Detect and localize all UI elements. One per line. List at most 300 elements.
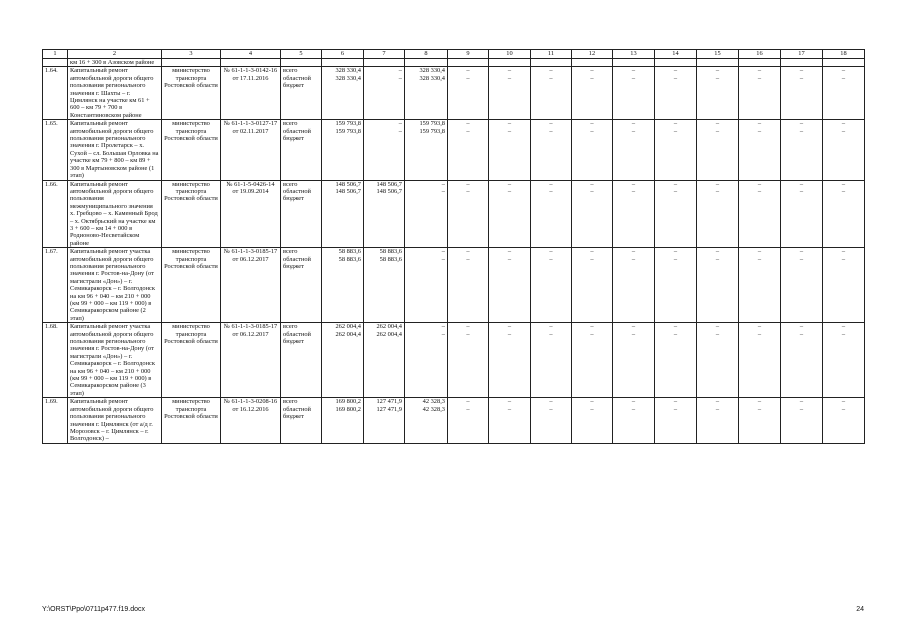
table-row (43, 67, 865, 120)
year-cost-8-value: 159 793,8 (419, 120, 445, 128)
year-cost-7-value: 58 883,6 (379, 255, 402, 263)
year-cost-18-value: – (841, 74, 846, 82)
expertise-doc: № 61-1-5-0426-14 от 19.09.2014 (221, 180, 281, 248)
column-number: 11 (531, 50, 572, 59)
year-cost-12 (572, 323, 613, 398)
year-cost-18 (823, 248, 865, 323)
object-name: Капитальный ремонт автомобильной дороги общего пользования регионального значения г. Шахты – г. Цимлянск на участке км 61 + 600 – км 79 + 700 в Константиновском районе (68, 67, 162, 120)
year-cost-8-value: – (441, 255, 445, 263)
year-cost-12-value: – (590, 398, 594, 406)
year-cost-7-value: – (398, 74, 402, 82)
column-number: 7 (364, 50, 405, 59)
responsible-org: министерство транспорта Ростовской области (162, 180, 221, 248)
column-number: 4 (221, 50, 281, 59)
total-cost-value: 159 793,8 (335, 127, 361, 135)
funding-source (281, 323, 322, 398)
year-cost-12-value: – (590, 120, 594, 128)
year-cost-12-value: – (590, 248, 594, 256)
year-cost-9-value: – (466, 74, 470, 82)
funding-source-value: областной бюджет (283, 74, 311, 90)
year-cost-9 (448, 398, 489, 443)
year-cost-13 (613, 398, 655, 443)
year-cost-9 (448, 180, 489, 248)
year-cost-12-value: – (590, 323, 594, 331)
year-cost-12 (572, 180, 613, 248)
year-cost-14-value: – (673, 187, 678, 195)
year-cost-15 (697, 67, 739, 120)
year-cost-16 (739, 248, 781, 323)
funding-source-value: всего (283, 398, 298, 406)
column-number: 1 (43, 50, 68, 59)
year-cost-14-value: – (673, 323, 678, 331)
table-row (43, 180, 865, 248)
total-cost-value: 328 330,4 (335, 67, 361, 75)
year-cost-10 (489, 67, 531, 120)
year-cost-14-value: – (673, 398, 678, 406)
year-cost-18-value: – (841, 323, 846, 331)
year-cost-7-value: 262 004,4 (376, 330, 402, 338)
year-cost-9-value: – (466, 180, 470, 188)
funding-source (281, 120, 322, 180)
total-cost-value: 58 883,6 (338, 255, 361, 263)
year-cost-10-value: – (507, 405, 512, 413)
year-cost-15-value: – (715, 187, 720, 195)
year-cost-14-value: – (673, 127, 678, 135)
object-name: Капитальный ремонт автомобильной дороги общего пользования регионального значения г. Пролетарск – х. Сухой – сл. Большая Орловка на участке км 79 + 800 – км 89 + 300 в Мартыновском районе (1 этап) (68, 120, 162, 180)
year-cost-11-value: – (549, 127, 553, 135)
column-number: 12 (572, 50, 613, 59)
year-cost-13 (613, 248, 655, 323)
footer-file-path: Y:\ORST\Ppo\0711p477.f19.docx (42, 606, 145, 613)
year-cost-17 (781, 398, 823, 443)
year-cost-14 (655, 180, 697, 248)
column-number: 18 (823, 50, 865, 59)
year-cost-13-value: – (631, 248, 636, 256)
total-cost-value: 169 800,2 (335, 398, 361, 406)
year-cost-13-value: – (631, 127, 636, 135)
year-cost-16-value: – (757, 248, 762, 256)
expertise-doc: № 61-1-1-3-0208-16 от 16.12.2016 (221, 398, 281, 443)
total-cost (322, 398, 364, 443)
year-cost-9-value: – (466, 187, 470, 195)
funding-source-value: всего (283, 67, 298, 75)
year-cost-17-value: – (799, 398, 804, 406)
year-cost-13-value: – (631, 398, 636, 406)
year-cost-16 (739, 180, 781, 248)
year-cost-13-value: – (631, 67, 636, 75)
year-cost-9 (448, 248, 489, 323)
year-cost-8 (405, 120, 448, 180)
year-cost-10 (489, 323, 531, 398)
year-cost-8-value: 328 330,4 (419, 67, 445, 75)
year-cost-18-value: – (841, 180, 846, 188)
funding-source-value: областной бюджет (283, 405, 311, 421)
year-cost-16-value: – (757, 398, 762, 406)
funding-source (281, 248, 322, 323)
year-cost-17-value: – (799, 180, 804, 188)
year-cost-13 (613, 67, 655, 120)
year-cost-14-value: – (673, 180, 678, 188)
year-cost-13-value: – (631, 120, 636, 128)
total-cost-value: 328 330,4 (335, 74, 361, 82)
year-cost-11-value: – (549, 398, 553, 406)
carryover-name: км 16 + 300 в Азовском районе (68, 59, 162, 67)
carryover-row (43, 59, 865, 67)
year-cost-11 (531, 120, 572, 180)
year-cost-16-value: – (757, 330, 762, 338)
year-cost-12 (572, 120, 613, 180)
year-cost-9-value: – (466, 323, 470, 331)
year-cost-10 (489, 248, 531, 323)
year-cost-10-value: – (507, 127, 512, 135)
year-cost-18-value: – (841, 330, 846, 338)
year-cost-7-value: – (398, 67, 402, 75)
row-number: 1.65. (43, 120, 68, 180)
year-cost-10-value: – (507, 398, 512, 406)
row-number: 1.69. (43, 398, 68, 443)
year-cost-13-value: – (631, 187, 636, 195)
year-cost-14 (655, 323, 697, 398)
year-cost-12-value: – (590, 67, 594, 75)
year-cost-8-value: – (441, 330, 445, 338)
year-cost-7-value: 127 471,9 (376, 398, 402, 406)
year-cost-13 (613, 120, 655, 180)
year-cost-15 (697, 248, 739, 323)
year-cost-18 (823, 180, 865, 248)
expertise-doc: № 61-1-1-3-0142-16 от 17.11.2016 (221, 67, 281, 120)
year-cost-13-value: – (631, 405, 636, 413)
year-cost-11 (531, 248, 572, 323)
funding-source (281, 180, 322, 248)
year-cost-15 (697, 180, 739, 248)
year-cost-17-value: – (799, 248, 804, 256)
total-cost (322, 67, 364, 120)
expertise-doc: № 61-1-1-3-0185-17 от 06.12.2017 (221, 248, 281, 323)
year-cost-13-value: – (631, 323, 636, 331)
column-number: 16 (739, 50, 781, 59)
year-cost-15-value: – (715, 248, 720, 256)
year-cost-17-value: – (799, 255, 804, 263)
year-cost-17 (781, 120, 823, 180)
year-cost-16 (739, 398, 781, 443)
year-cost-8-value: 42 328,3 (422, 405, 445, 413)
responsible-org: министерство транспорта Ростовской области (162, 67, 221, 120)
year-cost-17 (781, 323, 823, 398)
funding-source-value: всего (283, 248, 298, 256)
year-cost-10-value: – (507, 67, 512, 75)
year-cost-18-value: – (841, 405, 846, 413)
year-cost-17-value: – (799, 127, 804, 135)
year-cost-18-value: – (841, 255, 846, 263)
total-cost-value: 148 506,7 (335, 180, 361, 188)
year-cost-15-value: – (715, 323, 720, 331)
funding-source (281, 398, 322, 443)
responsible-org: министерство транспорта Ростовской области (162, 398, 221, 443)
funding-source-value: областной бюджет (283, 127, 311, 143)
year-cost-10-value: – (507, 323, 512, 331)
table-row (43, 120, 865, 180)
total-cost-value: 262 004,4 (335, 323, 361, 331)
column-number: 17 (781, 50, 823, 59)
year-cost-17 (781, 248, 823, 323)
total-cost-value: 159 793,8 (335, 120, 361, 128)
footer-page-number: 24 (856, 606, 864, 613)
year-cost-17-value: – (799, 330, 804, 338)
year-cost-14-value: – (673, 405, 678, 413)
year-cost-8 (405, 180, 448, 248)
year-cost-8-value: 159 793,8 (419, 127, 445, 135)
column-number: 10 (489, 50, 531, 59)
year-cost-10-value: – (507, 187, 512, 195)
row-number: 1.64. (43, 67, 68, 120)
year-cost-8 (405, 398, 448, 443)
year-cost-9-value: – (466, 127, 470, 135)
responsible-org: министерство транспорта Ростовской области (162, 248, 221, 323)
year-cost-16-value: – (757, 120, 762, 128)
year-cost-15-value: – (715, 255, 720, 263)
year-cost-16-value: – (757, 187, 762, 195)
table-row (43, 323, 865, 398)
year-cost-11-value: – (549, 180, 553, 188)
year-cost-17-value: – (799, 323, 804, 331)
year-cost-8 (405, 67, 448, 120)
year-cost-7 (364, 180, 405, 248)
year-cost-13-value: – (631, 74, 636, 82)
year-cost-14-value: – (673, 248, 678, 256)
year-cost-7 (364, 120, 405, 180)
year-cost-14 (655, 248, 697, 323)
year-cost-16-value: – (757, 67, 762, 75)
year-cost-11-value: – (549, 255, 553, 263)
column-number: 9 (448, 50, 489, 59)
year-cost-7-value: – (398, 127, 402, 135)
year-cost-14-value: – (673, 330, 678, 338)
year-cost-8-value: – (441, 323, 445, 331)
year-cost-8-value: – (441, 187, 445, 195)
year-cost-18 (823, 120, 865, 180)
total-cost (322, 180, 364, 248)
object-name: Капитальный ремонт автомобильной дороги общего пользования межмуниципального значения х. Гребцово – х. Каменный Брод – х. Октябрьский на участке км 3 + 600 – км 14 + 000 в Родионово-Несветайском районе (68, 180, 162, 248)
year-cost-12-value: – (590, 127, 594, 135)
year-cost-14-value: – (673, 120, 678, 128)
year-cost-18 (823, 323, 865, 398)
total-cost-value: 148 506,7 (335, 187, 361, 195)
year-cost-16 (739, 120, 781, 180)
year-cost-8 (405, 248, 448, 323)
funding-source (281, 67, 322, 120)
year-cost-8-value: 328 330,4 (419, 74, 445, 82)
year-cost-16-value: – (757, 180, 762, 188)
table-body (43, 50, 865, 444)
year-cost-16-value: – (757, 255, 762, 263)
year-cost-15-value: – (715, 330, 720, 338)
year-cost-16 (739, 67, 781, 120)
year-cost-9-value: – (466, 255, 470, 263)
column-number: 8 (405, 50, 448, 59)
funding-source-value: всего (283, 180, 298, 188)
year-cost-17-value: – (799, 120, 804, 128)
year-cost-11-value: – (549, 67, 553, 75)
year-cost-8-value: – (441, 248, 445, 256)
year-cost-8-value: 42 328,3 (422, 398, 445, 406)
year-cost-10-value: – (507, 330, 512, 338)
year-cost-7-value: 148 506,7 (376, 187, 402, 195)
year-cost-12 (572, 398, 613, 443)
year-cost-14-value: – (673, 74, 678, 82)
year-cost-11-value: – (549, 187, 553, 195)
year-cost-12 (572, 248, 613, 323)
year-cost-18-value: – (841, 120, 846, 128)
object-name: Капитальный ремонт участка автомобильной дороги общего пользования регионального значения г. Ростов-на-Дону (от магистрали «Дон») – г. Семикаракорск – г. Волгодонск на км 96 + 040 – км 210 + 000 (км 99 + 000 – км 119 + 000) в Семикаракорском районе (3 этап) (68, 323, 162, 398)
year-cost-15 (697, 120, 739, 180)
year-cost-11 (531, 323, 572, 398)
column-number-row (43, 50, 865, 59)
year-cost-17-value: – (799, 187, 804, 195)
year-cost-7-value: – (398, 120, 402, 128)
year-cost-15-value: – (715, 67, 720, 75)
year-cost-7-value: 127 471,9 (376, 405, 402, 413)
year-cost-11-value: – (549, 330, 553, 338)
year-cost-10-value: – (507, 248, 512, 256)
column-number: 3 (162, 50, 221, 59)
year-cost-14 (655, 398, 697, 443)
year-cost-12-value: – (590, 405, 594, 413)
total-cost-value: 262 004,4 (335, 330, 361, 338)
year-cost-10 (489, 180, 531, 248)
column-number: 15 (697, 50, 739, 59)
year-cost-11-value: – (549, 323, 553, 331)
year-cost-14 (655, 120, 697, 180)
year-cost-18-value: – (841, 127, 846, 135)
year-cost-9-value: – (466, 330, 470, 338)
year-cost-11 (531, 398, 572, 443)
year-cost-15-value: – (715, 398, 720, 406)
year-cost-15-value: – (715, 127, 720, 135)
year-cost-9-value: – (466, 67, 470, 75)
funding-source-value: областной бюджет (283, 255, 311, 270)
year-cost-12-value: – (590, 255, 594, 263)
year-cost-7 (364, 248, 405, 323)
year-cost-8-value: – (441, 180, 445, 188)
budget-table (42, 49, 865, 444)
year-cost-7-value: 148 506,7 (376, 180, 402, 188)
year-cost-11-value: – (549, 120, 553, 128)
year-cost-9-value: – (466, 405, 470, 413)
year-cost-10 (489, 398, 531, 443)
year-cost-18-value: – (841, 187, 846, 195)
year-cost-10-value: – (507, 74, 512, 82)
object-name: Капитальный ремонт участка автомобильной дороги общего пользования регионального значения г. Ростов-на-Дону (от магистрали «Дон») – г. Семикаракорск – г. Волгодонск на км 96 + 040 – км 210 + 000 (км 99 + 000 – км 119 + 000) в Семикаракорском районе (2 этап) (68, 248, 162, 323)
column-number: 6 (322, 50, 364, 59)
year-cost-9 (448, 323, 489, 398)
year-cost-14-value: – (673, 67, 678, 75)
year-cost-10-value: – (507, 255, 512, 263)
column-number: 2 (68, 50, 162, 59)
funding-source-value: всего (283, 120, 298, 128)
year-cost-18-value: – (841, 248, 846, 256)
year-cost-7-value: 58 883,6 (379, 248, 402, 256)
year-cost-9-value: – (466, 398, 470, 406)
year-cost-9 (448, 120, 489, 180)
total-cost (322, 120, 364, 180)
year-cost-13-value: – (631, 255, 636, 263)
year-cost-7 (364, 323, 405, 398)
year-cost-11-value: – (549, 405, 553, 413)
year-cost-13-value: – (631, 180, 636, 188)
year-cost-13 (613, 323, 655, 398)
year-cost-17 (781, 67, 823, 120)
year-cost-15-value: – (715, 180, 720, 188)
year-cost-12-value: – (590, 330, 594, 338)
year-cost-7-value: 262 004,4 (376, 323, 402, 331)
year-cost-10 (489, 120, 531, 180)
row-number: 1.66. (43, 180, 68, 248)
column-number: 5 (281, 50, 322, 59)
year-cost-8 (405, 323, 448, 398)
responsible-org: министерство транспорта Ростовской области (162, 120, 221, 180)
year-cost-14 (655, 67, 697, 120)
year-cost-11 (531, 67, 572, 120)
year-cost-7 (364, 398, 405, 443)
year-cost-9-value: – (466, 248, 470, 256)
year-cost-15 (697, 398, 739, 443)
funding-source-value: областной бюджет (283, 330, 311, 346)
year-cost-12-value: – (590, 74, 594, 82)
expertise-doc: № 61-1-1-3-0185-17 от 06.12.2017 (221, 323, 281, 398)
year-cost-12-value: – (590, 180, 594, 188)
year-cost-13 (613, 180, 655, 248)
year-cost-16 (739, 323, 781, 398)
year-cost-16-value: – (757, 323, 762, 331)
year-cost-17-value: – (799, 74, 804, 82)
year-cost-13-value: – (631, 330, 636, 338)
column-number: 14 (655, 50, 697, 59)
expertise-doc: № 61-1-1-3-0127-17 от 02.11.2017 (221, 120, 281, 180)
row-number: 1.67. (43, 248, 68, 323)
year-cost-15-value: – (715, 120, 720, 128)
year-cost-18-value: – (841, 67, 846, 75)
year-cost-10-value: – (507, 180, 512, 188)
total-cost-value: 58 883,6 (338, 248, 361, 256)
year-cost-15-value: – (715, 405, 720, 413)
year-cost-18 (823, 67, 865, 120)
year-cost-16-value: – (757, 127, 762, 135)
year-cost-12-value: – (590, 187, 594, 195)
table-row (43, 248, 865, 323)
year-cost-15-value: – (715, 74, 720, 82)
year-cost-7 (364, 67, 405, 120)
year-cost-12 (572, 67, 613, 120)
funding-source-value: областной бюджет (283, 187, 311, 203)
total-cost (322, 248, 364, 323)
year-cost-17 (781, 180, 823, 248)
year-cost-9-value: – (466, 120, 470, 128)
year-cost-15 (697, 323, 739, 398)
year-cost-10-value: – (507, 120, 512, 128)
year-cost-16-value: – (757, 74, 762, 82)
year-cost-9 (448, 67, 489, 120)
row-number: 1.68. (43, 323, 68, 398)
table-row (43, 398, 865, 443)
object-name: Капитальный ремонт автомобильной дороги общего пользования регионального значения г. Цимлянск (от а/д г. Морозовск – г. Цимлянск – г. Волгодонск) – (68, 398, 162, 443)
year-cost-18 (823, 398, 865, 443)
funding-source-value: всего (283, 323, 298, 331)
year-cost-18-value: – (841, 398, 846, 406)
year-cost-17-value: – (799, 67, 804, 75)
total-cost-value: 169 800,2 (335, 405, 361, 413)
total-cost (322, 323, 364, 398)
column-number: 13 (613, 50, 655, 59)
